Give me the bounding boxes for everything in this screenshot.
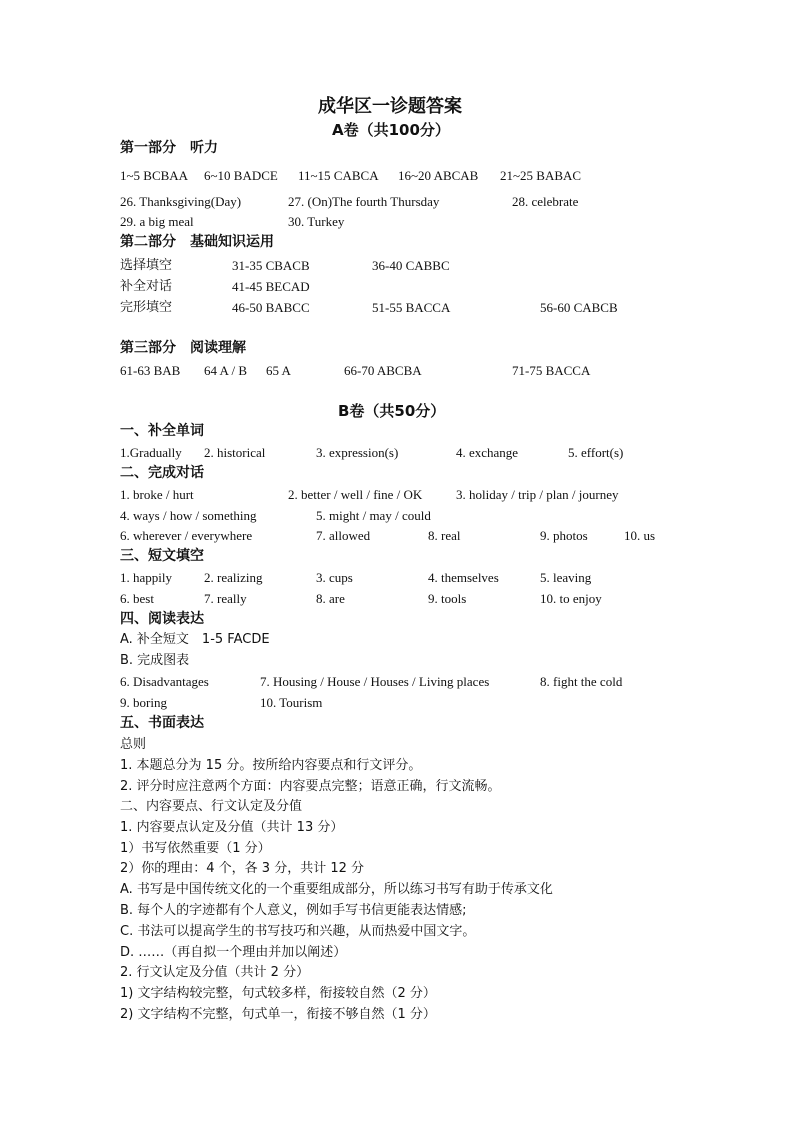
text-line: 二、内容要点、行文认定及分值 (120, 799, 303, 814)
answer-item: 1. happily (120, 570, 172, 585)
page-title: 成华区一诊题答案 (318, 96, 462, 117)
text-line: 2) 文字结构不完整，句式单一，衔接不够自然（1 分） (120, 1007, 436, 1022)
s4-part-b: B. 完成图表 (120, 653, 190, 668)
answer-item: 30. Turkey (288, 214, 345, 229)
answer-item: 5. leaving (540, 570, 592, 585)
answer-item: 6. best (120, 591, 154, 606)
answer-item: 10. Tourism (260, 695, 323, 710)
s1-heading: 一、补全单词 (120, 423, 204, 439)
row-label: 完形填空 (120, 300, 173, 315)
answer-item: 31-35 CBACB (232, 258, 310, 273)
text-line: A. 书写是中国传统文化的一个重要组成部分，所以练习书写有助于传承文化 (120, 882, 553, 897)
text-line: 1）书写依然重要（1 分） (120, 841, 271, 856)
answer-item: 41-45 BECAD (232, 279, 310, 294)
answer-item: 71-75 BACCA (512, 363, 591, 378)
answer-item: 9. photos (540, 528, 588, 543)
s5-heading: 五、书面表达 (120, 715, 204, 731)
answer-item: 1~5 BCBAA (120, 168, 189, 183)
answer-item: 36-40 CABBC (372, 258, 450, 273)
answer-item: 6~10 BADCE (204, 168, 278, 183)
answer-item: 8. fight the cold (540, 674, 623, 689)
answer-item: 2. better / well / fine / OK (288, 487, 423, 502)
answer-item: 3. holiday / trip / plan / journey (456, 487, 619, 502)
answer-item: 5. effort(s) (568, 445, 624, 460)
s4-heading: 四、阅读表达 (120, 611, 204, 627)
volume-a-heading: A卷（共100分） (332, 121, 450, 139)
answer-item: 64 A / B (204, 363, 247, 378)
part3-heading: 第三部分 阅读理解 (120, 340, 246, 356)
s2-heading: 二、完成对话 (120, 465, 204, 481)
answer-item: 46-50 BABCC (232, 300, 310, 315)
answer-item: 28. celebrate (512, 194, 579, 209)
answer-item: 27. (On)The fourth Thursday (288, 194, 440, 209)
s3-heading: 三、短文填空 (120, 548, 204, 564)
row-label: 选择填空 (120, 258, 173, 273)
text-line: 2. 行文认定及分值（共计 2 分） (120, 965, 310, 980)
answer-item: 7. allowed (316, 528, 371, 543)
answer-item: 4. exchange (456, 445, 519, 460)
answer-item: 8. are (316, 591, 345, 606)
answer-item: 65 A (266, 363, 291, 378)
text-line: 1) 文字结构较完整，句式较多样，衔接较自然（2 分） (120, 986, 436, 1001)
answer-item: 21~25 BABAC (500, 168, 582, 183)
part2-heading: 第二部分 基础知识运用 (120, 234, 274, 250)
answer-item: 66-70 ABCBA (344, 363, 422, 378)
answer-item: 7. really (204, 591, 247, 606)
answer-item: 56-60 CABCB (540, 300, 618, 315)
answer-item: 4. ways / how / something (120, 508, 257, 523)
answer-item: 29. a big meal (120, 214, 194, 229)
answer-item: 51-55 BACCA (372, 300, 451, 315)
answer-item: 6. wherever / everywhere (120, 528, 253, 543)
volume-b-heading: B卷（共50分） (338, 402, 446, 420)
answer-item: 10. us (624, 528, 656, 543)
answer-item: 8. real (428, 528, 461, 543)
answer-item: 10. to enjoy (540, 591, 602, 606)
answer-item: 1. broke / hurt (120, 487, 194, 502)
text-line: 总则 (120, 737, 147, 752)
answer-item: 9. tools (428, 591, 467, 606)
answer-item: 4. themselves (428, 570, 499, 585)
row-label: 补全对话 (120, 279, 173, 294)
text-line: B. 每个人的字迹都有个人意义，例如手写书信更能表达情感; (120, 903, 467, 918)
answer-item: 7. Housing / House / Houses / Living places (260, 674, 490, 689)
answer-item: 2. realizing (204, 570, 263, 585)
answer-item: 9. boring (120, 695, 167, 710)
answer-item: 6. Disadvantages (120, 674, 209, 689)
text-line: D. ……（再自拟一个理由并加以阐述） (120, 945, 347, 960)
text-line: 2）你的理由：4 个，各 3 分，共计 12 分 (120, 861, 365, 876)
part1-heading: 第一部分 听力 (120, 140, 218, 156)
answer-item: 2. historical (204, 445, 266, 460)
text-line: C. 书法可以提高学生的书写技巧和兴趣，从而热爱中国文字。 (120, 924, 476, 939)
answer-item: 1.Gradually (120, 445, 182, 460)
answer-item: 3. expression(s) (316, 445, 399, 460)
answer-item: 11~15 CABCA (298, 168, 379, 183)
answer-item: 26. Thanksgiving(Day) (120, 194, 242, 209)
answer-item: 61-63 BAB (120, 363, 181, 378)
text-line: 1. 本题总分为 15 分。按所给内容要点和行文评分。 (120, 758, 422, 773)
s4-part-a: A. 补全短文 1-5 FACDE (120, 632, 270, 647)
text-line: 1. 内容要点认定及分值（共计 13 分） (120, 820, 344, 835)
text-line: 2. 评分时应注意两个方面：内容要点完整；语意正确，行文流畅。 (120, 779, 501, 794)
answer-item: 3. cups (316, 570, 353, 585)
answer-item: 16~20 ABCAB (398, 168, 479, 183)
answer-item: 5. might / may / could (316, 508, 431, 523)
